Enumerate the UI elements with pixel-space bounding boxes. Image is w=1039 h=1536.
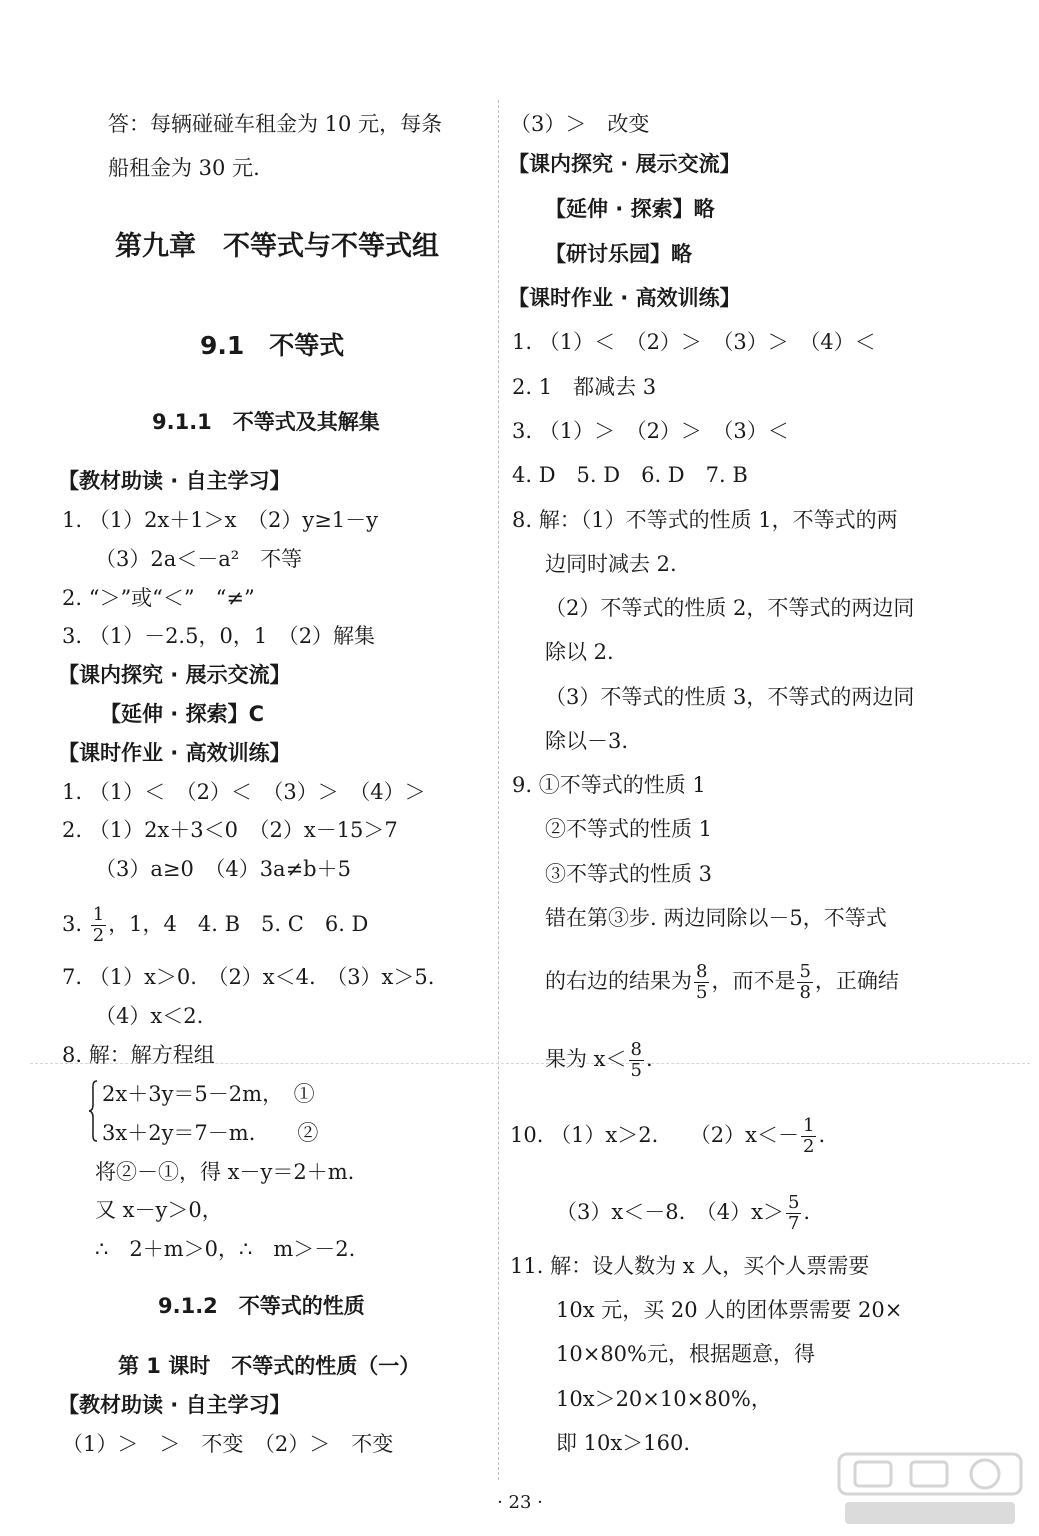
right-work-8-a: 8. 解：（1）不等式的性质 1，不等式的两 [512, 508, 898, 532]
r9f-text-b: . [645, 1047, 653, 1071]
watermark-logo [835, 1450, 1025, 1530]
right-work-11-a: 11. 解：设人数为 x 人，买个人票需要 [510, 1254, 870, 1278]
fraction-denominator: 5 [630, 1060, 642, 1081]
system-equation-2: 3x＋2y＝7－m. ② [102, 1121, 319, 1145]
right-work-1: 1. （1）＜ （2）＞ （3）＞ （4）＜ [512, 330, 876, 354]
q1-line-b: （3）2a＜－a² 不等 [95, 547, 303, 571]
work-7-line-b: （4）x＜2. [95, 1004, 204, 1028]
q1-line-a: 1. （1）2x＋1＞x （2）y≥1－y [62, 508, 379, 532]
fraction-five-eighths [797, 962, 812, 1003]
work-7-line-a: 7. （1）x＞0. （2）x＜4. （3）x＞5. [62, 965, 435, 989]
heading-keshi-2: 【课时作业 · 高效训练】 [508, 286, 741, 310]
r9e-text-b: ，而不是 [711, 969, 796, 993]
page-number: · 23 · [497, 1492, 543, 1513]
fraction-numerator: 8 [630, 1039, 642, 1060]
fraction-denominator: 7 [787, 1213, 800, 1234]
work-2-line-a: 2. （1）2x＋3＜0 （2）x－15＞7 [62, 818, 398, 842]
right-work-11-c: 10×80%元，根据题意，得 [556, 1342, 815, 1366]
fraction-one-half-2 [801, 1116, 816, 1157]
column-divider [498, 100, 499, 1480]
right-work-8-b: 边同时减去 2. [545, 552, 677, 576]
right-work-11-e: 即 10x＞160. [556, 1431, 690, 1455]
solution-step-3: ∴ 2＋m＞0，∴ m＞－2. [95, 1237, 356, 1261]
fraction-five-sevenths [786, 1193, 801, 1234]
yanshen-tansuo-1: 【延伸 · 探索】C [100, 702, 265, 726]
fraction-numerator: 5 [787, 1192, 800, 1213]
r10a-text-a: 10. （1）x＞2. （2）x＜－ [510, 1123, 800, 1147]
heading-keshi-1: 【课时作业 · 高效训练】 [58, 741, 291, 765]
work-8-line: 8. 解：解方程组 [62, 1043, 215, 1067]
fraction-eight-fifths [694, 962, 709, 1003]
subsection-title-1: 9.1.1 不等式及其解集 [152, 410, 380, 434]
q2-line: 2. “＞”或“＜” “≠” [62, 586, 255, 610]
work-1-line: 1. （1）＜ （2）＜ （3）＞ （4）＞ [62, 780, 426, 804]
fraction-denominator: 5 [696, 982, 708, 1003]
right-work-3: 3. （1）＞ （2）＞ （3）＜ [512, 419, 789, 443]
heading-jiaocai-2: 【教材助读 · 自主学习】 [58, 1393, 291, 1417]
right-work-8-c: （2）不等式的性质 2，不等式的两边同 [545, 596, 915, 620]
answer-line-1: 答：每辆碰碰车租金为 10 元，每条 [108, 112, 443, 136]
right-work-10-b [556, 1193, 810, 1234]
fraction-numerator: 1 [92, 904, 105, 925]
work-3-rest: ，1，4 4. B 5. C 6. D [108, 912, 369, 936]
system-equation-1: 2x＋3y＝5－2m， ① [102, 1082, 315, 1106]
fraction-eight-fifths-2 [629, 1040, 644, 1081]
right-work-11-b: 10x 元，买 20 人的团体票需要 20× [556, 1298, 903, 1322]
right-work-8-f: 除以－3. [545, 729, 629, 753]
q3-line: 3. （1）－2.5，0，1 （2）解集 [62, 624, 376, 648]
right-work-2: 2. 1 都减去 3 [512, 375, 657, 399]
r9e-text-a: 的右边的结果为 [545, 969, 692, 993]
right-work-10-a [510, 1116, 825, 1157]
solution-step-1: 将②－①，得 x－y＝2＋m. [95, 1160, 355, 1184]
r10b-text-b: . [803, 1200, 811, 1224]
r10b-text-a: （3）x＜－8. （4）x＞ [556, 1200, 784, 1224]
system-brace [88, 1080, 98, 1142]
fraction-numerator: 8 [696, 961, 708, 982]
yantao-leyuan: 【研讨乐园】略 [545, 242, 692, 266]
work-3-prefix: 3. [62, 912, 83, 936]
lesson-title: 第 1 课时 不等式的性质（一） [118, 1354, 421, 1378]
right-work-11-d: 10x＞20×10×80%， [556, 1387, 772, 1411]
fraction-denominator: 2 [803, 1136, 815, 1157]
right-work-9-a: 9. ①不等式的性质 1 [512, 773, 706, 797]
answer-line-2: 船租金为 30 元. [108, 156, 260, 180]
right-work-9-f [545, 1040, 653, 1081]
fraction-numerator: 1 [803, 1115, 815, 1136]
right-work-8-e: （3）不等式的性质 3，不等式的两边同 [545, 685, 915, 709]
subsection-title-2: 9.1.2 不等式的性质 [158, 1294, 365, 1318]
work-2-line-b: （3）a≥0 （4）3a≠b＋5 [95, 857, 351, 881]
r9f-text-a: 果为 x＜ [545, 1047, 627, 1071]
yanshen-tansuo-2: 【延伸 · 探索】略 [545, 197, 715, 221]
section-title: 9.1 不等式 [200, 331, 345, 360]
fraction-one-half [91, 905, 106, 946]
right-work-9-e [545, 962, 899, 1003]
heading-kenei-2: 【课内探究 · 展示交流】 [508, 152, 741, 176]
solution-step-2: 又 x－y＞0， [95, 1198, 223, 1222]
right-line-0: （3）＞ 改变 [510, 112, 650, 136]
chapter-title: 第九章 不等式与不等式组 [115, 231, 439, 262]
right-work-4: 4. D 5. D 6. D 7. B [512, 463, 748, 487]
fraction-denominator: 8 [799, 982, 811, 1003]
right-work-9-c: ③不等式的性质 3 [545, 862, 713, 886]
work-3-line [62, 905, 368, 946]
right-work-9-d: 错在第③步. 两边同除以－5，不等式 [545, 906, 887, 930]
right-work-9-b: ②不等式的性质 1 [545, 817, 713, 841]
heading-jiaocai-1: 【教材助读 · 自主学习】 [58, 469, 291, 493]
right-work-8-d: 除以 2. [545, 640, 614, 664]
r9e-text-c: ，正确结 [814, 969, 899, 993]
r10a-text-b: . [818, 1123, 826, 1147]
heading-kenei-1: 【课内探究 · 展示交流】 [58, 663, 291, 687]
fraction-denominator: 2 [92, 925, 105, 946]
last-answer-line: （1）＞ ＞ 不变 （2）＞ 不变 [62, 1432, 394, 1456]
fraction-numerator: 5 [799, 961, 811, 982]
